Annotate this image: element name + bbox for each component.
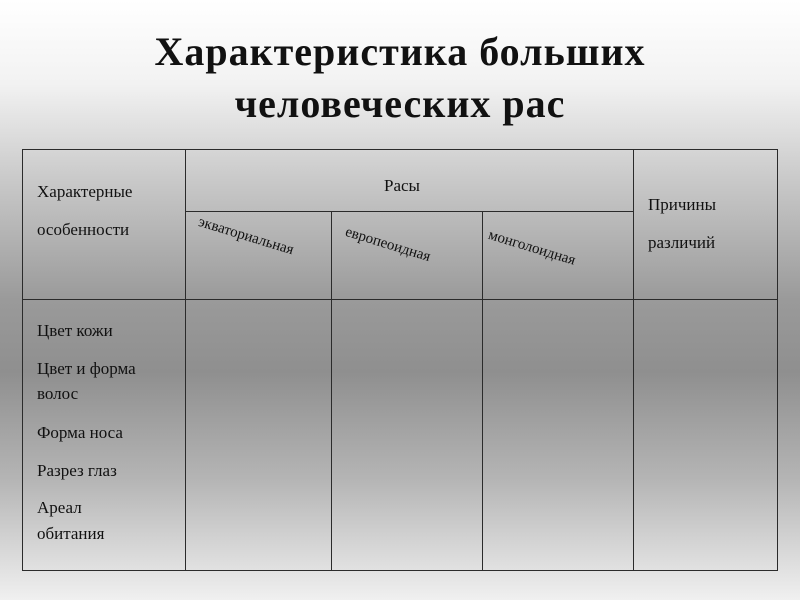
race-column-mongoloid: монголоидная — [486, 227, 578, 269]
column-divider-1 — [185, 149, 186, 571]
attribute-skin-color: Цвет кожи — [37, 321, 113, 340]
header-reasons-line-1: Причины — [648, 195, 717, 214]
table-border-right — [777, 149, 778, 571]
attribute-nose-shape: Форма носа — [37, 423, 123, 442]
table-border-top — [22, 149, 778, 150]
title-line-1: Характеристика больших — [154, 29, 646, 74]
column-divider-4 — [633, 149, 634, 571]
table-border-bottom — [22, 570, 778, 571]
attribute-hair-line-2: волос — [37, 384, 79, 403]
attribute-hair-line-1: Цвет и форма — [37, 359, 136, 378]
title-line-2: человеческих рас — [234, 81, 566, 126]
race-column-caucasoid: европеоидная — [343, 224, 433, 266]
header-body-divider — [22, 299, 778, 300]
header-races: Расы — [384, 176, 420, 195]
attribute-eye-shape: Разрез глаз — [37, 461, 117, 480]
races-subheader-divider — [185, 211, 633, 212]
attribute-habitat-line-2: обитания — [37, 524, 105, 543]
header-reasons-line-2: различий — [648, 233, 716, 252]
column-divider-2 — [331, 211, 332, 571]
column-divider-3 — [482, 211, 483, 571]
header-features-line-1: Характерные — [37, 182, 133, 201]
header-features-line-2: особенности — [37, 220, 130, 239]
race-column-equatorial: экваториальная — [196, 214, 296, 259]
attribute-habitat-line-1: Ареал — [37, 498, 82, 517]
table-border-left — [22, 149, 23, 571]
